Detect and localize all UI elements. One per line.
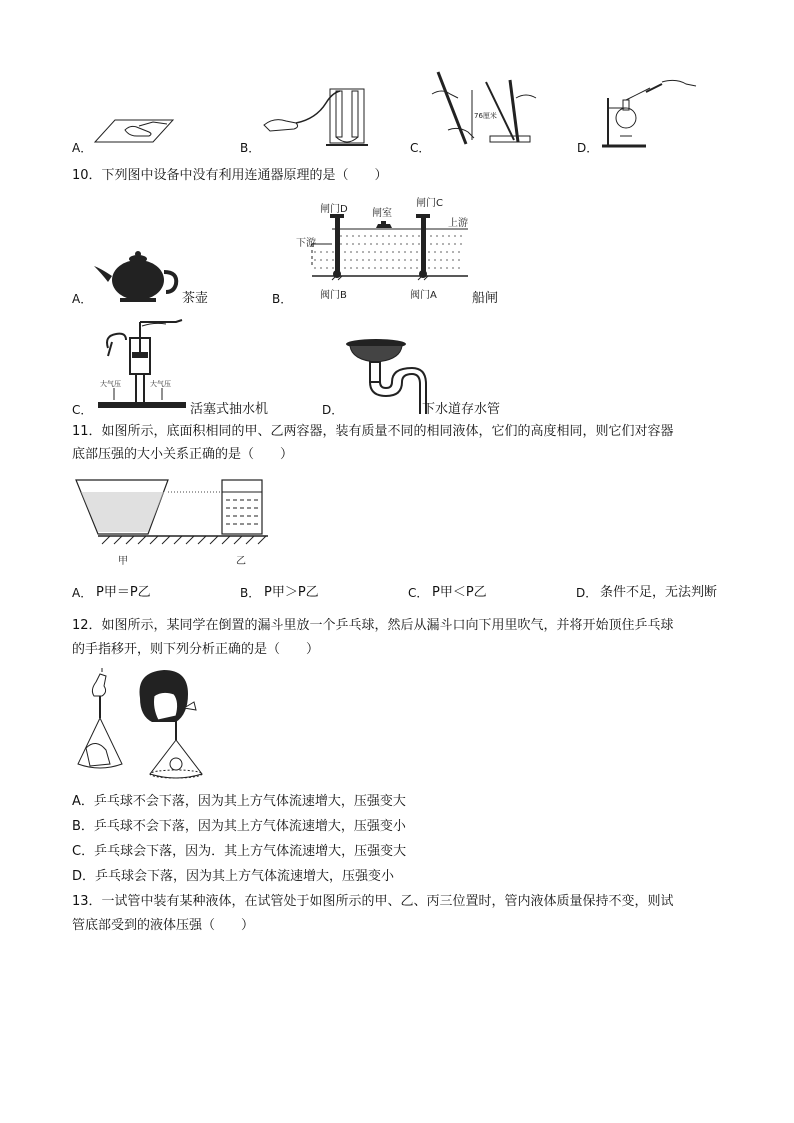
q9-option-d-figure: [600, 78, 705, 150]
q9-option-a-label: A．: [72, 141, 93, 155]
q11-option-b-text: P甲＞P乙: [264, 585, 319, 600]
q10-option-b-label: B．: [272, 292, 293, 306]
svg-text:76厘米: 76厘米: [474, 112, 497, 120]
q10-sink-trap-figure: [344, 336, 424, 416]
q10-option-b-caption: 船闸: [472, 291, 499, 306]
lock-label-chamber: 闸室: [372, 208, 392, 219]
q12-option-d: D．乒乓球会下落，因为其上方气体流速增大，压强变小: [72, 869, 395, 884]
q10-option-a-caption: 茶壶: [182, 291, 209, 306]
q11-option-c-label: C．: [408, 586, 429, 600]
q10-option-d-caption: 下水道存水管: [422, 402, 501, 417]
q9-option-c-figure: [428, 70, 548, 150]
q10-ship-lock-figure: [292, 192, 472, 304]
q9-option-a-figure: [95, 108, 175, 148]
container-label-jia: 甲: [118, 556, 128, 567]
q12-funnel-figure: [72, 668, 212, 784]
q9-option-d-label: D．: [577, 141, 599, 155]
q10-piston-pump-figure: [98, 318, 186, 410]
q11-option-a-label: A．: [72, 586, 93, 600]
q11-option-b-label: B．: [240, 586, 261, 600]
q12-question-line1: 12．如图所示，某同学在倒置的漏斗里放一个乒乓球，然后从漏斗口向下用里吹气，并将开始顶住乒乓球: [72, 618, 674, 633]
container-label-yi: 乙: [236, 556, 246, 567]
lock-label-gate-d: 闸门D: [320, 204, 348, 215]
lock-label-upstream: 上游: [448, 218, 468, 229]
q13-question-line2: 管底部受到的液体压强（ ）: [72, 918, 255, 933]
q11-option-d-text: 条件不足，无法判断: [600, 585, 718, 600]
q12-option-a: A．乒乓球不会下落，因为其上方气体流速增大，压强变大: [72, 794, 406, 809]
q10-option-d-label: D．: [322, 403, 344, 417]
q9-option-b-figure: [262, 85, 372, 150]
q10-option-a-label: A．: [72, 292, 93, 306]
q10-option-c-caption: 活塞式抽水机: [190, 402, 269, 417]
q11-option-d-label: D．: [576, 586, 598, 600]
q9-option-b-label: B．: [240, 141, 261, 155]
lock-label-valve-a: 阀门A: [410, 290, 437, 301]
q11-question-line2: 底部压强的大小关系正确的是（ ）: [72, 447, 294, 462]
q12-question-line2: 的手指移开，则下列分析正确的是（ ）: [72, 642, 320, 657]
q10-option-c-label: C．: [72, 403, 93, 417]
pump-label-left: 大气压: [100, 380, 121, 388]
q9-option-c-label: C．: [410, 141, 431, 155]
pump-label-right: 大气压: [150, 380, 171, 388]
q10-question: 10．下列图中设备中没有利用连通器原理的是（ ）: [72, 168, 388, 183]
lock-label-gate-c: 闸门C: [416, 198, 443, 209]
q10-teapot-figure: [92, 246, 184, 304]
q11-containers-figure: [76, 478, 272, 570]
q11-question-line1: 11．如图所示，底面积相同的甲、乙两容器，装有质量不同的相同液体，它们的高度相同，则它们对容器: [72, 424, 674, 439]
q11-option-c-text: P甲＜P乙: [432, 585, 487, 600]
q13-question-line1: 13．一试管中装有某种液体，在试管处于如图所示的甲、乙、丙三位置时，管内液体质量保持不变，则试: [72, 894, 674, 909]
lock-label-downstream: 下游: [296, 238, 316, 249]
q12-option-b: B．乒乓球不会下落，因为其上方气体流速增大，压强变小: [72, 819, 406, 834]
lock-label-valve-b: 阀门B: [320, 290, 347, 301]
q12-option-c: C．乒乓球会下落，因为．其上方气体流速增大，压强变大: [72, 844, 407, 859]
q11-option-a-text: P甲＝P乙: [96, 585, 151, 600]
